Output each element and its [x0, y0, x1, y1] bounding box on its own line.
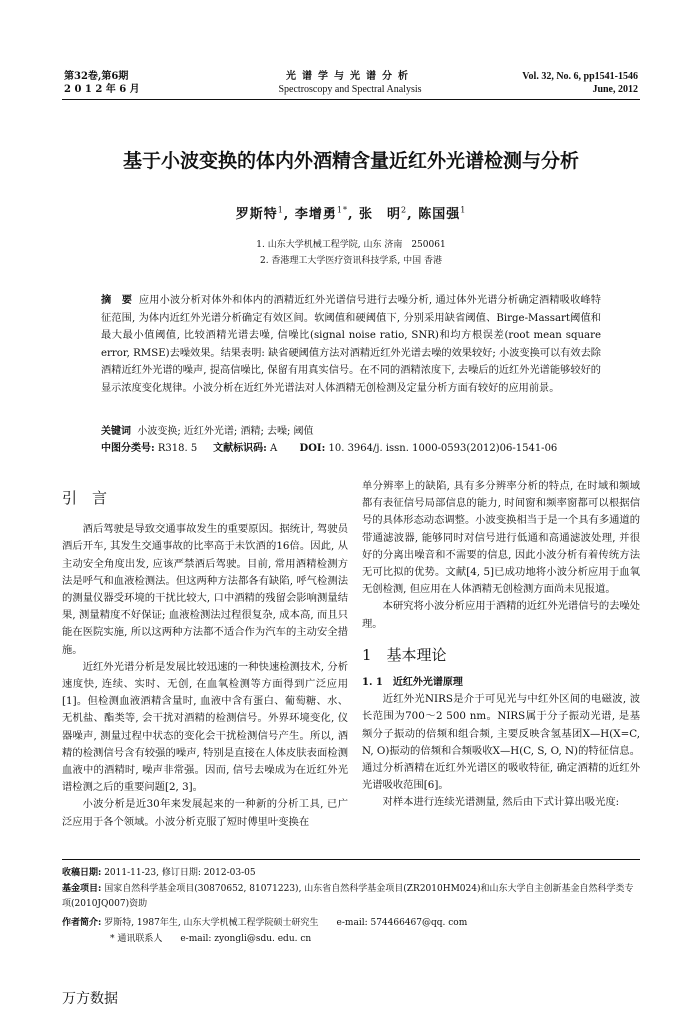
journal-name-en: Spectroscopy and Spectral Analysis	[278, 84, 422, 95]
paper-title: 基于小波变换的体内外酒精含量近红外光谱检测与分析	[122, 150, 579, 172]
author-affil-mark: 2	[401, 205, 408, 215]
body-paragraph: 小波分析是近30年来发展起来的一种新的分析工具, 已广泛应用于各个领域。小波分析克服了短时傅里叶变换在	[62, 798, 348, 828]
author-bio-text: 罗斯特, 1987年生, 山东大学机械工程学院硕士研究生 e-mail: 574466467@qq. com	[104, 918, 468, 928]
body-paragraph: 本研究将小波分析应用于酒精的近红外光谱信号的去噪处理。	[362, 600, 641, 630]
doc-code-value: A	[270, 443, 278, 454]
body-paragraph: 酒后驾驶是导致交通事故发生的重要原因。据统计, 驾驶员酒后开车, 其发生交通事故的比率高于未饮酒的16倍。因此, 从主动安全角度出发, 应该严禁酒后驾驶。目前, 常用酒精检测方法是呼气和血液检测法。但这两种方法都各有缺陷, 呼气检测法的测量仪器受环境的干扰比较大, 口中酒精的残留会影响测量结果, 测量精度不好保证; 血液检测法过程很复杂, 成本高, 而且只能在医院实施, 所以这两种方法都不适合作为汽车的主动安全措施。	[62, 523, 348, 656]
journal-issue-info	[64, 70, 140, 96]
classification-line	[101, 441, 621, 456]
author-name: 陈国强	[418, 207, 461, 222]
footnote-corresponding: * 通讯联系人 e-mail: zyongli@sdu. edu. cn	[110, 934, 312, 944]
author-list: 罗斯特$^1$, 李增勇$^{1*}$, 张 明$^2$, 陈国强$^1$	[235, 205, 467, 222]
funding-label: 基金项目:	[62, 884, 102, 894]
subsection-heading: 1. 1 近红外光谱原理	[362, 677, 463, 689]
keywords	[101, 424, 314, 439]
doc-code-label: 文献标识码:	[213, 443, 267, 454]
keywords-label: 关键词	[101, 426, 131, 437]
body-paragraph: 对样本进行连续光谱测量, 然后由下式计算出吸光度:	[382, 796, 620, 809]
footnote-divider	[62, 859, 640, 860]
author-affil-mark: 1*	[336, 205, 348, 215]
right-column	[362, 478, 640, 812]
author-affil-mark: 1	[277, 205, 284, 215]
footnote-funding	[62, 882, 642, 912]
journal-issue-info-en	[522, 70, 638, 96]
body-paragraph: 近红外光NIRS是介于可见光与中红外区间的电磁波, 波长范围为700～2 500 nm。NIRS属于分子振动光谱, 是基频分子振动的倍频和组合频, 主要反映含氢基团X—H(X=C, N, O)振动的倍频和合频吸收X—H(C, S, O, N)的特征信息。通过分析酒精在近红外光谱区的吸收特征, 确定酒精的近红外光谱吸收范围[6]。	[362, 693, 640, 792]
affiliation: 1. 山东大学机械工程学院, 山东 济南 250061	[256, 240, 446, 250]
received-label: 收稿日期:	[62, 868, 102, 878]
doi-value: 10. 3964/j. issn. 1000-0593(2012)06-1541-06	[328, 443, 558, 454]
body-paragraph: 近红外光谱分析是发展比较迅速的一种快速检测技术, 分析速度快, 连续、实时、无创, 在血氧检测等方面得到广泛应用[1]。但检测血液酒精含量时, 血液中含有蛋白、葡萄糖、水、无机盐、酯类等, 会干扰对酒精的检测信号。外界环境变化, 仪器噪声, 测量过程中状态的变化会干扰检测信号产生。所以, 酒精的检测信号含有较强的噪声, 特别是直接在人体皮肤表面检测血液中的酒精时, 噪声非常强。因而, 信号去噪成为在近红外光谱检测之后的重要问题[2, 3]。	[62, 660, 348, 794]
header-divider	[62, 99, 640, 100]
abstract-label: 摘 要	[101, 294, 133, 306]
author-affil-mark: 1	[460, 205, 467, 215]
author-name: 李增勇	[294, 207, 337, 222]
section-heading-theory: 1 基本理论	[362, 645, 447, 664]
left-column	[62, 478, 348, 831]
author-bio-label: 作者简介:	[62, 918, 102, 928]
abstract	[101, 292, 601, 398]
clc-label: 中图分类号:	[101, 443, 155, 454]
volume-pages: Vol. 32, No. 6, pp1541-1546	[522, 71, 638, 82]
publication-date-cn: 2 0 1 2 年 6 月	[64, 84, 140, 95]
affiliation: 2. 香港理工大学医疗资讯科技学系, 中国 香港	[259, 256, 443, 266]
footnote-author	[62, 916, 642, 931]
author-name: 罗斯特	[235, 207, 278, 222]
body-paragraph: 单分辨率上的缺陷, 具有多分辨率分析的特点, 在时域和频域都有表征信号局部信息的能力, 时间窗和频率窗都可以根据信号的具体形态动态调整。小波变换相当于是一个具有多通道的带通滤波器, 能够同时对信号进行低通和高通滤波处理, 并很好的分离出噪音和不需要的信息, 因此小波分析有着传统方法无可比拟的优势。文献[4, 5]已成功地将小波分析应用于血氧无创检测, 但应用在人体酒精无创检测方面尚未见报道。	[362, 480, 641, 596]
journal-name-cn: 光谱学与光谱分析	[286, 71, 414, 82]
keywords-text: 小波变换; 近红外光谱; 酒精; 去噪; 阈值	[137, 426, 314, 437]
abstract-text: 应用小波分析对体外和体内的酒精近红外光谱信号进行去噪分析, 通过体外光谱分析确定酒精吸收峰特征范围, 为体内近红外光谱分析确定有效区间。软阈值和硬阈值下, 分别采用缺省阈值、Birge-Massart阈值和最大最小值阈值, 比较酒精光谱去噪, 信噪比(signal noise ratio, SNR)和均方根误差(root mean square error, RMSE)去噪效果。结果表明: 缺省硬阈值方法对酒精近红外光谱去噪的效果较好; 小波变换可以有效去除酒精近红外光谱的噪声, 提高信噪比, 保留有用真实信号。在不同的酒精浓度下, 去噪后的近红外光谱能够较好的显示浓度变化规律。小波分析在近红外光谱法对人体酒精无创检测及定量分析方面有较好的应用前景。	[101, 295, 601, 394]
doi-label: DOI:	[299, 443, 326, 454]
clc-value: R318. 5	[157, 443, 198, 454]
watermark: 万方数据	[62, 991, 118, 1007]
publication-date-en: June, 2012	[592, 84, 638, 95]
funding-text: 国家自然科学基金项目(30870652, 81071223), 山东省自然科学基金项目(ZR2010HM024)和山东大学自主创新基金自然科学类专项(2010JQ007)资助	[62, 884, 634, 909]
received-text: 2011-11-23, 修订日期: 2012-03-05	[104, 868, 256, 878]
journal-name	[230, 70, 470, 96]
volume-issue: 第32卷,第6期	[64, 71, 129, 82]
section-heading-intro: 引 言	[62, 489, 108, 507]
footnote-received	[62, 866, 642, 881]
author-name: 张 明	[359, 207, 402, 222]
